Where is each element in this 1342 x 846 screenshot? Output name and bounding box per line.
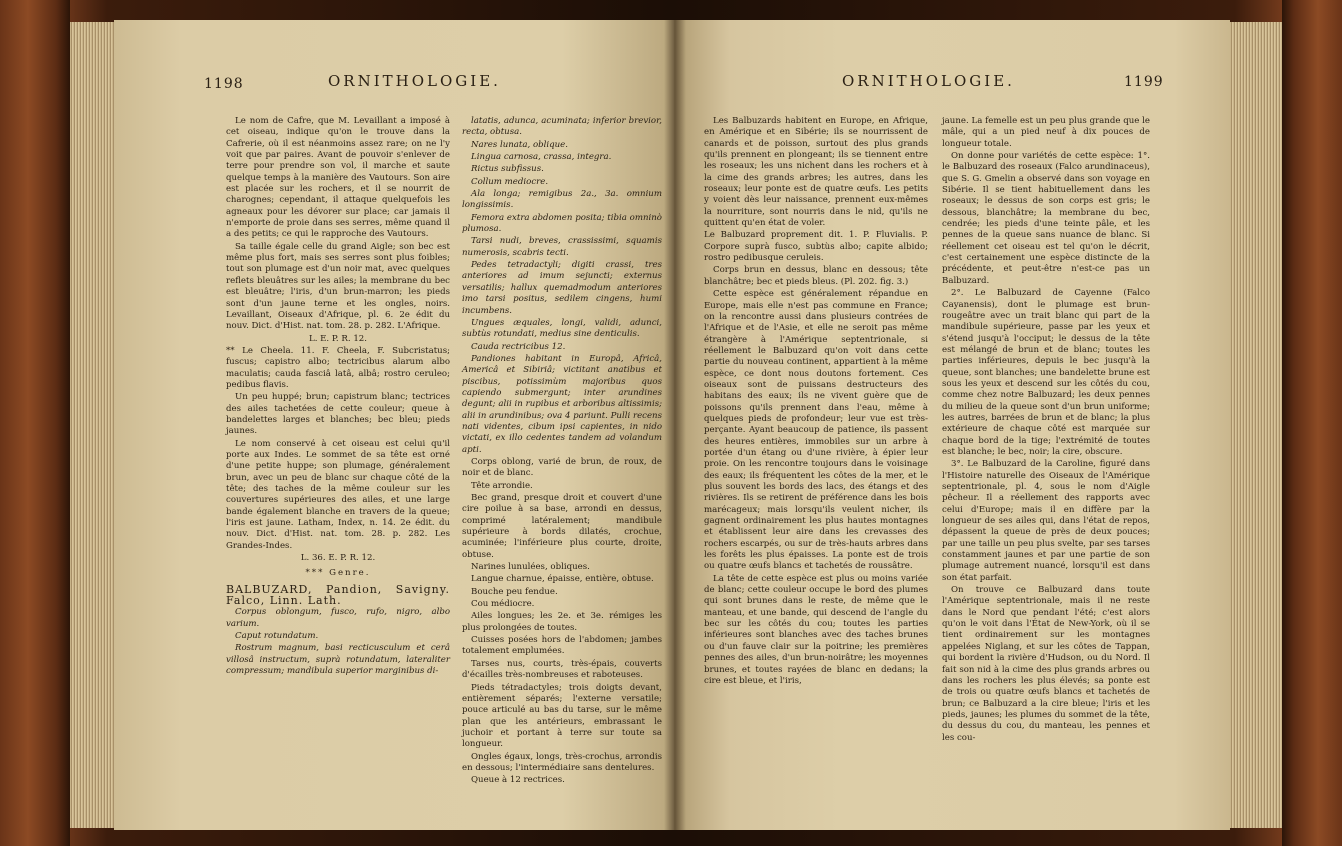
paragraph: Les Balbuzards habitent en Europe, en Afrique, en Amérique et en Sibérie; ils se nourrissent de canards et de poisson, surtout des plus grands qu'ils prennent en plongeant; ils se tiennent entre les roseaux; les uns nichent dans les rochers et à la cime des grands arbres; les autres, dans les roseaux; leur ponte est de quatre œufs. Les petits y voient dès leur naissance, prennent eux-mêmes la nourriture, sont nourris dans le nid, qu'ils ne quittent qu'en état de voler. [704, 116, 928, 229]
latin-line: Ala longa; remigibus 2a., 3a. omnium longissimis. [462, 189, 662, 211]
measure-line: L. 36. E. P. R. 12. [300, 553, 376, 564]
paragraph: Corps brun en dessus, blanc en dessous; tête blanchâtre; bec et pieds bleus. (Pl. 202. fig. 3.) [704, 265, 928, 287]
latin-line: Pandiones habitant in Europâ, Africâ, Americâ et Sibiriâ; victitant anatibus et piscibus, potissimùm majoribus quos capiendo submergunt; inter arundines degunt; alii in rupibus et arboribus altissimis; alii in arundinibus; ova 4 pariunt. Pulli recens nati videntes, cibum ipsi capientes, in nido victati, ex illo cedentes tandem ad volandum apti. [462, 353, 662, 455]
paragraph: Bec grand, presque droit et couvert d'une cire poilue à sa base, arrondi en dessus, comprimé latéralement; mandibule supérieure à bords dilatés, crochue, acuminée; l'inférieure plus courte, droite, obtuse. [462, 493, 662, 560]
latin-line: Pedes tetradactyli; digiti crassi, tres anteriores ad imum sejuncti; externus versatilis; hallux quemadmodum anteriores imo tarsi positus, sedilem cingens, humi incumbens. [462, 260, 662, 316]
paragraph: On trouve ce Balbuzard dans toute l'Amérique septentrionale, mais il ne reste dans le Nord que pendant l'été; c'est alors qu'on le voit dans l'État de New-York, où il se tient ordinairement sur les montagnes appelées Niglang, et sur les côtes de Tappan, qui bordent la rivière d'Hudson, ou du Nord. Il fait son nid à la cime des plus grands arbres ou dans les rochers les plus élevés; sa ponte est de trois ou quatre œufs blancs et tachetés de brun; ce Balbuzard a la cire bleue; l'iris et les pieds, jaunes; les plumes du sommet de la tête, du dessus du cou, du manteau, les pennes et les cou- [942, 585, 1150, 743]
paragraph: Ailes longues; les 2e. et 3e. rémiges les plus prolongées de toutes. [462, 611, 662, 633]
right-column-2 [942, 116, 1150, 745]
page-number: 1198 [204, 76, 244, 92]
paragraph: Cou médiocre. [471, 599, 535, 610]
latin-line: Caput rotundatum. [235, 631, 319, 642]
paragraph: On donne pour variétés de cette espèce: 1°. le Balbuzard des roseaux (Falco arundinaceus), que S. G. Gmelin a observé dans son voyage en Sibérie. Il se tient habituellement dans les roseaux; le dessus de son corps est gris; le dessous, blanchâtre; la membrane du bec, cendrée; les pieds d'une teinte pâle, et les pennes de la queue sans nuance de blanc. Si réellement cet oiseau est tel qu'on le décrit, c'est certainement une espèce distincte de la précédente, et peut-être n'est-ce pas un Balbuzard. [942, 151, 1150, 286]
latin-line: Collum mediocre. [471, 176, 549, 187]
latin-line: Ungues æquales, longi, validi, adunci, subtùs rotundati, medius sine denticulis. [462, 317, 662, 340]
latin-line: Rictus subfissus. [471, 164, 544, 175]
paragraph: Langue charnue, épaisse, entière, obtuse. [471, 574, 654, 585]
latin-line: Femora extra abdomen posita; tibia omninò plumosa. [462, 212, 662, 235]
paragraph: 2°. Le Balbuzard de Cayenne (Falco Cayanensis), dont le plumage est brun-rougeâtre avec un trait blanc qui part de la mandibule supérieure, passe par les yeux et s'étend jusqu'à l'occiput; le dessus de la tête est mélangé de brun et de blanc; toutes les parties inférieures, depuis le bec jusqu'à la queue, sont blanches; une bandelette brune est sous les yeux et descend sur les côtés du cou, comme chez notre Balbuzard; les deux pennes du milieu de la queue sont d'un brun uniforme; les autres, barrées de brun et de blanc; la plus extérieure de chaque côté est marquée sur chaque bord de la tige; l'extrémité de toutes est blanche; le bec, noir; la cire, obscure. [942, 288, 1150, 457]
species-heading: ** Le Cheela. 11. F. Cheela, F. Subcristatus; fuscus; capistro albo; tectricibus alarum albo maculatis; cauda fasciâ latâ, albâ; rostro ceruleo; pedibus flavis. [226, 345, 450, 390]
latin-line: Corpus oblongum, fusco, rufo, nigro, albo varium. [226, 607, 450, 629]
paragraph: Bouche peu fendue. [471, 586, 558, 597]
genus-heading: *** Genre. [305, 568, 371, 579]
latin-line: Rostrum magnum, basi recticusculum et cerâ villosâ instructum, suprà rotundatum, lateraliter compressum; mandibula superior marginibus di- [226, 643, 450, 677]
right-page [674, 20, 1230, 830]
paragraph: Corps oblong, varié de brun, de roux, de noir et de blanc. [462, 456, 662, 479]
latin-line: Tarsi nudi, breves, crassissimi, squamis numerosis, scabris tecti. [462, 236, 662, 258]
paragraph: Queue à 12 rectrices. [471, 775, 565, 786]
paragraph: Tarses nus, courts, très-épais, couverts d'écailles très-nombreuses et raboteuses. [462, 658, 662, 681]
left-column-1 [226, 116, 450, 679]
latin-line: Cauda rectricibus 12. [471, 341, 566, 352]
paragraph: La tête de cette espèce est plus ou moins variée de blanc; cette couleur occupe le bord des plumes qui sont brunes dans le reste, de même que le manteau, et une bande, qui descend de l'angle du bec sur les côtés du cou; toutes les parties inférieures sont blanches avec des taches brunes ou d'un fauve clair sur la poitrine; les premières pennes des ailes, d'un brun-noirâtre; les moyennes brunes, et toutes rayées de blanc en dedans; la cire est bleue, et l'iris, [704, 573, 928, 686]
running-head: ORNITHOLOGIE. [842, 72, 1015, 90]
book-cover-left [0, 0, 70, 846]
paragraph: Ongles égaux, longs, très-crochus, arrondis en dessous; l'intermédiaire sans dentelures. [462, 751, 662, 773]
page-edges-right [1230, 22, 1282, 828]
left-page [114, 20, 674, 830]
paragraph: Cuisses posées hors de l'abdomen; jambes totalement emplumées. [462, 635, 662, 657]
latin-line: Nares lunata, oblique. [471, 139, 568, 150]
book-cover-right [1282, 0, 1342, 846]
latin-line: latatis, adunca, acuminata; inferior brevior, recta, obtusa. [462, 116, 662, 138]
running-head: ORNITHOLOGIE. [328, 72, 501, 90]
page-number: 1199 [1124, 74, 1164, 90]
species-heading: Le Balbuzard proprement dit. 1. P. Fluvialis. P. Corpore suprà fusco, subtùs albo; capite albido; rostro pedibusque ceruleis. [704, 230, 928, 264]
genus-name: BALBUZARD, Pandion, Savigny. Falco, Linn. Lath. [226, 582, 450, 608]
paragraph: Cette espèce est généralement répandue en Europe, mais elle n'est pas commune en France; on la rencontre aussi dans plusieurs contrées de l'Afrique et de l'Asie, et elle ne seroit pas même étrangère à l'Amérique septentrionale, si réellement le Balbuzard qu'on voit dans cette partie du nouveau continent, appartient à la même espèce, ce dont nous doutons fortement. Ces oiseaux sont de puissans destructeurs des habitans des eaux; ils ne vivent guère que de poissons qu'ils prennent dans l'eau, même à quelques pieds de profondeur; leur vue est très-perçante. Ayant beaucoup de patience, ils passent des heures entières, immobiles sur un arbre à portée d'un étang ou d'une rivière, à épier leur proie. On les rencontre toujours dans le voisinage des eaux; ils fréquentent les côtes de la mer, et le plus souvent les bords des lacs, des étangs et des rivières. Ils se retirent de préférence dans les bois marécageux; mais lorsqu'ils veulent nicher, ils gagnent ordinairement les plus hautes montagnes et établissent leur aire dans les crevasses des rochers escarpés, ou sur de très-hauts arbres dans les forêts les plus épaisses. La ponte est de trois ou quatre œufs blancs et tachetés de roussâtre. [704, 289, 928, 572]
paragraph: Le nom de Cafre, que M. Levaillant a imposé à cet oiseau, indique qu'on le trouve dans la Cafrerie, où il est néanmoins assez rare; on ne l'y voit que par paires. Avant de pouvoir s'enlever de terre pour prendre son vol, il marche et saute quelque temps à la manière des Vautours. Son aire est placée sur les rochers, et il se nourrit de charognes; cependant, il attaque quelquefois les agneaux pour les dévorer sur place; car jamais il n'emporte de proie dans ses serres, même quand il a des petits; ce qui le rapproche des Vautours. [226, 116, 450, 240]
page-edges-left [70, 22, 114, 828]
paragraph: Le nom conservé à cet oiseau est celui qu'il porte aux Indes. Le sommet de sa tête est orné d'une petite huppe; son plumage, généralement brun, avec un peu de blanc sur chaque côté de la tête; des taches de la même couleur sur les couvertures supérieures des ailes, et une large bande également blanche en travers de la queue; l'iris est jaune. Latham, Index, n. 14. 2e édit. du nouv. Dict. d'Hist. nat. tom. 28. p. 282. Les Grandes-Indes. [226, 438, 450, 551]
right-column-1 [704, 116, 928, 688]
paragraph: Tête arrondie. [471, 480, 533, 491]
paragraph: Sa taille égale celle du grand Aigle; son bec est même plus fort, mais ses serres sont plus foibles; tout son plumage est d'un noir mat, avec quelques reflets bleuâtres sur les ailes; la membrane du bec est bleuâtre; l'iris, d'un brun-marron; les pieds sont d'un jaune terne et les ongles, noirs. Levaillant, Oiseaux d'Afrique, pl. 6. 2e édit du nouv. Dict. d'Hist. nat. tom. 28. p. 282. L'Afrique. [226, 241, 450, 332]
book-gutter [664, 20, 686, 830]
paragraph: jaune. La femelle est un peu plus grande que le mâle, qui a un pied neuf à dix pouces de longueur totale. [942, 116, 1150, 149]
left-column-2 [462, 116, 662, 788]
paragraph: Pieds tétradactyles; trois doigts devant, entièrement séparés; l'externe versatile; pouce articulé au bas du tarse, sur le même plan que les antérieurs, embrassant le juchoir et portant à terre sur toute sa longueur. [462, 682, 662, 750]
latin-line: Lingua carnosa, crassa, integra. [471, 152, 612, 163]
paragraph: 3°. Le Balbuzard de la Caroline, figuré dans l'Histoire naturelle des Oiseaux de l'Amérique septentrionale, pl. 4, sous le nom d'Aigle pêcheur. Il a réellement des rapports avec celui d'Europe; mais il en diffère par la longueur de ses ailes qui, dans l'état de repos, dépassent la queue de près de deux pouces; par une taille un peu plus svelte, par ses tarses constamment jaunes et par une partie de son plumage autrement nuancé, lorsqu'il est dans son état parfait. [942, 459, 1150, 583]
paragraph: Un peu huppé; brun; capistrum blanc; tectrices des ailes tachetées de cette couleur; queue à bandelettes larges et blanches; bec bleu; pieds jaunes. [226, 392, 450, 437]
measure-line: L. E. P. R. 12. [308, 333, 367, 344]
paragraph: Narines lunulées, obliques. [471, 562, 590, 573]
